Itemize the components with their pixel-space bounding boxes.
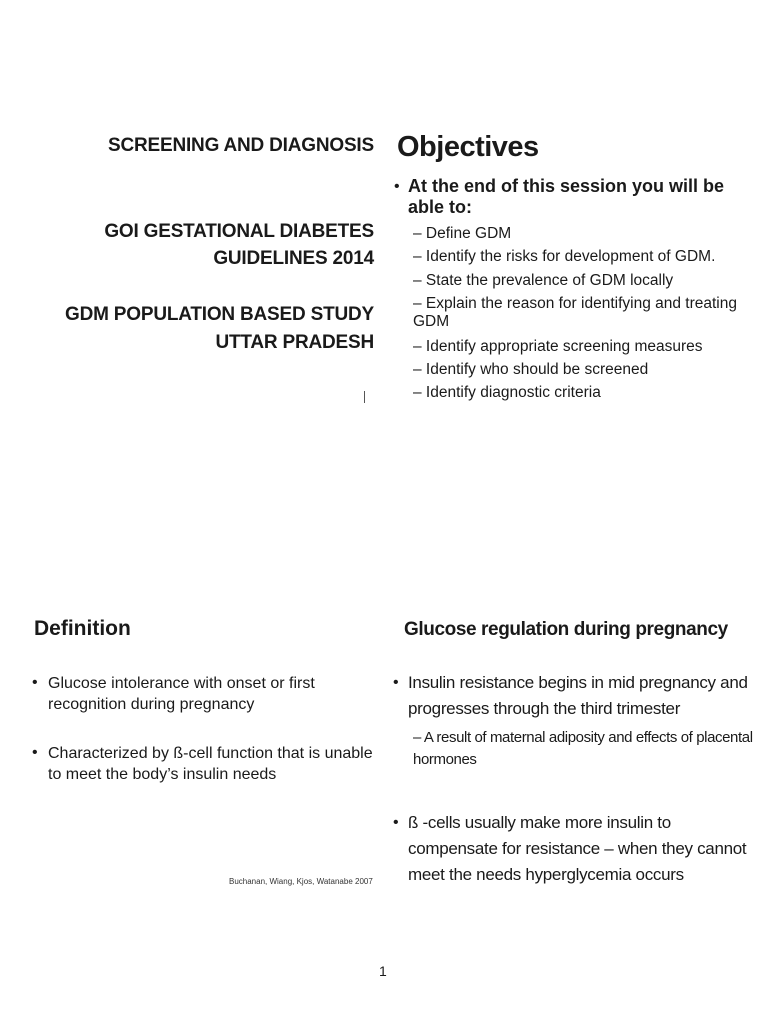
slide-heading: Objectives [397,131,539,163]
bullet-text: Characterized by ß-cell function that is unable to meet the body’s insulin needs [48,745,373,783]
bullet-icon: • [393,814,399,831]
bullet-icon: • [32,674,38,691]
slide-heading: Definition [34,617,131,640]
slide-title-line: GUIDELINES 2014 [213,248,374,269]
slide-title-line: UTTAR PRADESH [215,332,374,353]
slide-heading: Glucose regulation during pregnancy [404,619,728,640]
sub-bullet: – Identify the risks for development of GDM. [413,248,716,265]
sub-bullet: – A result of maternal adiposity and effects of placental hormones [413,729,753,768]
sub-bullet: – Identify who should be screened [413,361,649,378]
bullet-text: Glucose intolerance with onset or first recognition during pregnancy [48,675,315,713]
citation: Buchanan, Wiang, Kjos, Watanabe 2007 [229,877,373,886]
sub-bullet: – Identify appropriate screening measures [413,338,703,355]
sub-bullet: – Identify diagnostic criteria [413,384,601,401]
slide-title-line: SCREENING AND DIAGNOSIS [107,135,374,156]
slide-title-line: GDM POPULATION BASED STUDY [64,304,374,325]
sub-bullet: – Define GDM [413,225,512,242]
bullet-icon: • [393,674,399,691]
bullet-text: ß -cells usually make more insulin to compensate for resistance – when they cannot meet the needs hyperglycemia occurs [408,813,747,884]
sub-bullet-text: – Explain the reason for identifying and treating GDM [413,295,737,330]
page-number: 1 [379,963,387,979]
bullet-icon: • [32,744,38,761]
sub-bullet [413,295,748,331]
bullet-text: Insulin resistance begins in mid pregnancy and progresses through the third trimester [408,673,748,718]
sub-bullet: – State the prevalence of GDM locally [413,272,674,289]
slide-title-line: GOI GESTATIONAL DIABETES [104,221,374,242]
divider-mark [364,391,365,403]
bullet-icon: • [394,178,400,195]
bullet-text: At the end of this session you will be able to: [408,176,725,217]
